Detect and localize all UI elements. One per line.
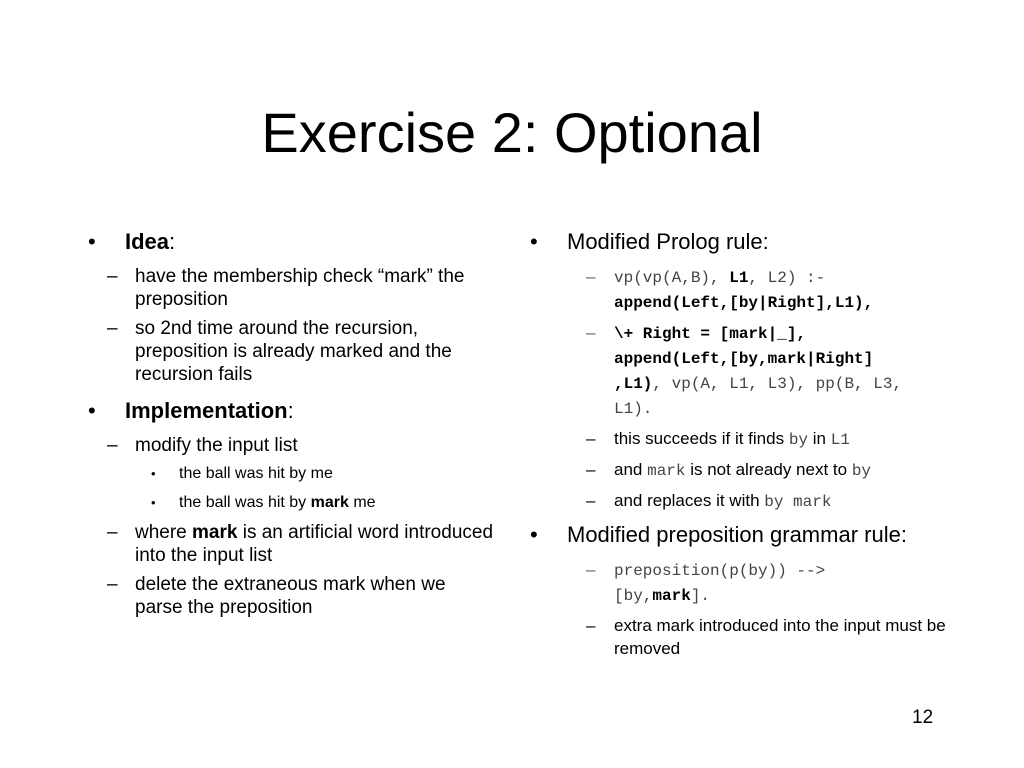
and-text: and [614,460,648,479]
dash-marker: – [107,435,118,456]
idea-item-2 [51,317,498,386]
where-post: is an artificial word introduced into the input list [135,522,494,566]
example-text: the ball was hit by [179,494,311,511]
code-inline: by [788,431,809,449]
example-bold: mark [310,494,349,511]
dash-marker: – [586,429,596,448]
example-2 [51,492,498,513]
prep-code [530,558,950,608]
dash-marker: – [586,616,596,635]
implementation-label: Implementation [125,398,288,423]
code-line-2 [530,321,950,421]
dash-marker: – [107,266,118,287]
bullet-dot: • [530,229,538,254]
code-segment: preposition(p(by)) --> [614,562,826,580]
dash-marker: – [586,267,596,286]
replaces-text: and replaces it with [614,491,765,510]
idea-item-1 [51,265,498,311]
code-bold: mark [652,587,691,605]
implementation-colon: : [287,398,294,423]
impl-item-where [51,521,498,567]
code-segment: ]. [690,587,711,605]
idea-colon: : [169,229,176,254]
code-segment: [by, [614,587,653,605]
slide-title: Exercise 2: Optional [261,101,763,164]
dash-marker: – [586,323,596,342]
succeeds-text: this succeeds if it finds [614,429,789,448]
right-column [530,229,950,666]
code-inline: mark [647,462,686,480]
and-mid: is not already next to [685,460,852,479]
dash-marker: – [107,318,118,339]
delete-text: delete the extraneous mark when we parse the preposition [135,574,446,618]
dash-marker: – [586,491,596,510]
idea-label: Idea [125,229,170,254]
example-text-post: me [348,494,376,511]
code-bold: ,L1) [614,375,653,393]
preposition-rule-text: Modified preposition grammar rule: [567,522,907,547]
code-segment: , vp(A, L1, L3), pp(B, L3, L1). [614,375,903,418]
code-inline: by mark [764,493,832,511]
succeeds-mid: in [808,429,831,448]
impl-item-delete [51,573,498,619]
dash-marker: – [107,522,118,543]
code-bold: \+ Right = [mark|_], [614,325,807,343]
code-segment: , L2) :- [748,269,826,287]
idea-item-text: have the membership check “mark” the preposition [135,266,465,310]
impl-item-1 [51,434,498,457]
code-inline: L1 [830,431,850,449]
bullet-dot: • [88,398,96,423]
replaces-item [530,489,950,514]
code-bold: append(Left,[by|Right],L1), [614,294,874,312]
bullet-idea [88,229,498,255]
code-line-1 [530,265,950,315]
where-pre: where [135,522,193,543]
page-number: 12 [912,707,934,728]
idea-item-text: so 2nd time around the recursion, preposition is already marked and the recursion fails [135,318,452,385]
where-bold: mark [192,522,238,543]
bullet-implementation [88,398,498,424]
bullet-dot: • [151,495,156,510]
dash-marker: – [586,460,596,479]
extra-text: extra mark introduced into the input must be removed [614,616,946,658]
example-1 [51,463,498,484]
succeeds-item [530,427,950,452]
code-bold: L1 [729,269,749,287]
example-text: the ball was hit by me [179,465,333,482]
prolog-rule-text: Modified Prolog rule: [567,229,769,254]
bullet-preposition-rule [530,522,950,548]
bullet-dot: • [151,466,156,481]
impl-item-text: modify the input list [135,435,298,456]
extra-item [530,614,950,660]
code-inline: by [851,462,872,480]
dash-marker: – [586,560,596,579]
bullet-dot: • [88,229,96,254]
and-item [530,458,950,483]
left-column [88,229,498,625]
dash-marker: – [107,574,118,595]
code-bold: append(Left,[by,mark|Right] [614,350,874,368]
code-segment: vp(vp(A,B), [614,269,730,287]
bullet-dot: • [530,522,538,547]
bullet-prolog-rule [530,229,950,255]
